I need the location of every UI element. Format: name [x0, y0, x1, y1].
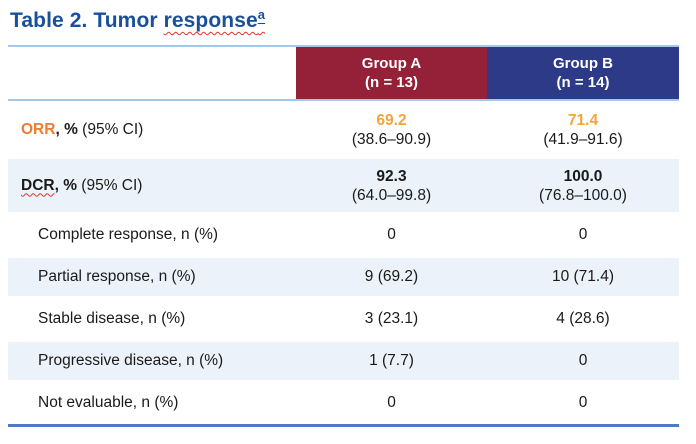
row-label-text: Complete response, n (%) — [38, 226, 219, 243]
orr-label — [8, 121, 143, 139]
row-label-text: Partial response, n (%) — [38, 268, 196, 285]
value-ci: (64.0–99.8) — [351, 186, 432, 204]
dcr-label-accent: DCR — [21, 176, 55, 194]
table-row — [8, 214, 679, 256]
cell-group-a — [296, 342, 487, 380]
dcr-label-rest: (95% CI) — [77, 176, 143, 194]
row-label-text: Stable disease, n (%) — [38, 310, 186, 327]
cell-value: 9 (69.2) — [364, 268, 419, 285]
cell-group-b — [487, 258, 679, 296]
cell-group-a — [296, 298, 487, 340]
orr-label-rest: (95% CI) — [77, 121, 144, 138]
cell-value: 0 — [387, 394, 396, 411]
cell-group-b — [487, 382, 679, 424]
cell-group-b — [487, 159, 679, 212]
value-main: 92.3 — [376, 167, 407, 185]
row-orr — [8, 101, 679, 159]
row-label — [8, 298, 296, 340]
title-highlighted-word — [164, 9, 266, 32]
row-label — [8, 258, 296, 296]
header-cell-group-a — [296, 47, 487, 99]
row-dcr — [8, 159, 679, 214]
value-main: 71.4 — [567, 112, 599, 129]
orr-label-bold: , % — [55, 121, 78, 138]
table-row — [8, 298, 679, 340]
row-label-text: Not evaluable, n (%) — [38, 394, 179, 411]
group-b-name: Group B — [553, 55, 613, 72]
title-word-response: response — [163, 9, 258, 32]
orr-label-accent: ORR — [21, 121, 56, 138]
cell-value: 0 — [578, 394, 588, 411]
page-title — [10, 9, 265, 32]
table-row — [8, 256, 679, 298]
header-cell-group-b — [487, 47, 679, 99]
cell-value: 10 (71.4) — [551, 268, 615, 285]
value-main: 69.2 — [376, 112, 407, 129]
value-ci: (76.8–100.0) — [539, 186, 627, 204]
header-row — [8, 45, 679, 101]
row-label — [8, 101, 296, 159]
table-row — [8, 340, 679, 382]
dcr-label-bold: , % — [54, 176, 77, 194]
row-label — [8, 214, 296, 256]
group-a-name: Group A — [361, 55, 422, 72]
cell-group-a — [296, 258, 487, 296]
cell-group-a — [296, 382, 487, 424]
value-main: 100.0 — [563, 167, 603, 185]
cell-group-b — [487, 342, 679, 380]
cell-group-b — [487, 101, 679, 159]
row-label — [8, 342, 296, 380]
cell-value: 0 — [387, 226, 396, 243]
title-bar — [0, 0, 696, 45]
group-a-n: (n = 13) — [365, 74, 418, 91]
cell-group-b — [487, 214, 679, 256]
cell-value: 1 (7.7) — [369, 352, 414, 369]
title-prefix: Table 2. Tumor — [10, 9, 164, 32]
value-ci: (38.6–90.9) — [351, 131, 432, 148]
cell-group-a — [296, 214, 487, 256]
row-label — [8, 382, 296, 424]
tumor-response-table — [8, 45, 679, 427]
value-ci: (41.9–91.6) — [543, 131, 623, 148]
cell-group-a — [296, 159, 487, 212]
cell-value: 0 — [578, 352, 588, 369]
row-label — [8, 159, 296, 212]
cell-value: 3 (23.1) — [364, 310, 419, 327]
cell-group-b — [487, 298, 679, 340]
row-label-text: Progressive disease, n (%) — [38, 352, 224, 369]
header-spacer-cell — [8, 47, 296, 99]
cell-group-a — [296, 101, 487, 159]
group-b-n: (n = 14) — [556, 74, 610, 91]
table-row — [8, 382, 679, 424]
title-superscript: a — [257, 7, 266, 22]
cell-value: 4 (28.6) — [556, 310, 610, 327]
cell-value: 0 — [578, 226, 588, 243]
dcr-label — [8, 177, 142, 195]
